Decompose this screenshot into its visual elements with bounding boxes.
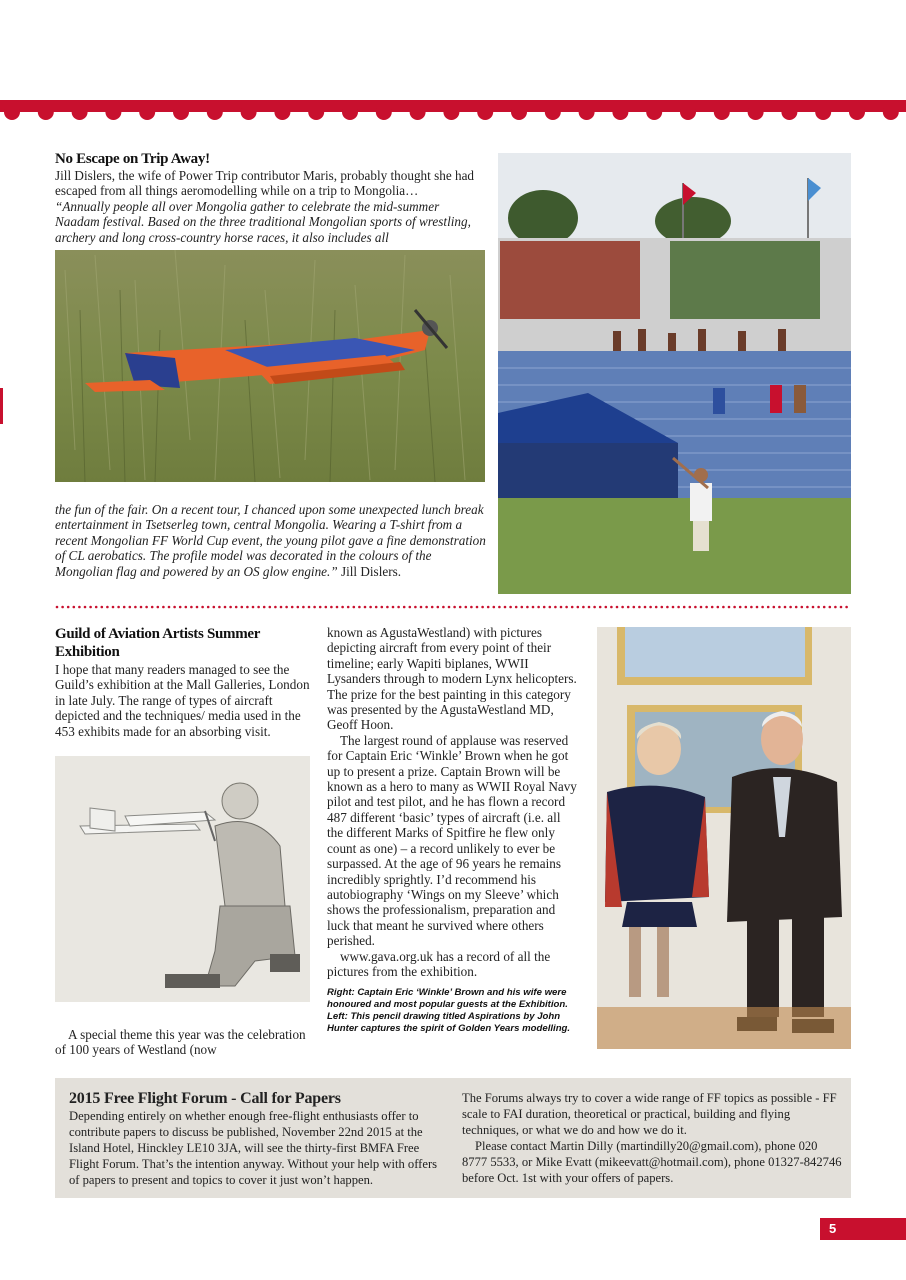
section-title-guild-exhibition: Guild of Aviation Artists Summer Exhibition — [55, 626, 260, 660]
section2-paragraph-2: A special theme this year was the celebration of 100 years of Westland (now — [55, 1027, 306, 1058]
section1-intro: Jill Dislers, the wife of Power Trip contributor Maris, probably thought she had escaped from all things aeromodelling while on a trip to Mongolia… — [55, 168, 475, 199]
left-edge-marker — [0, 388, 3, 424]
free-flight-forum-box — [55, 1078, 851, 1198]
section2-col2-paragraph-3: www.gava.org.uk has a record of all the pictures from the exhibition. — [327, 948, 551, 979]
header-scallop-border — [0, 108, 906, 122]
forum-right-paragraph-2: Please contact Martin Dilly (martindilly20@gmail.com), phone 020 8777 5533, or Mike Evatt (mikeevatt@hotmail.com), phone 01327-842746 before Oct. 1st with your offers of papers. — [462, 1139, 842, 1185]
section2-column-2 — [327, 625, 579, 979]
section2-col2-paragraph-1: known as AgustaWestland) with pictures depicting aircraft from every point of their timeline; early Wapiti biplanes, WWII Lysanders through to modern Lynx helicopters. The prize for the best painting in this category was presented by the AgustaWestland MD, Geoff Hoon. — [327, 625, 577, 733]
section2-paragraph-1: I hope that many readers managed to see the Guild’s exhibition at the Mall Galleries, London in late July. The range of types of aircraft depicted and the techniques/ media used in the 453 exhibits made for an absorbing visit. — [55, 662, 310, 739]
section-title-no-escape: No Escape on Trip Away! — [55, 151, 210, 167]
cl-model-plane-photo — [55, 250, 485, 482]
caption-left: Left: This pencil drawing titled Aspirations by John Hunter captures the spirit of Golden Years modelling. — [327, 1011, 571, 1034]
section1-continuation — [55, 502, 487, 579]
section1-credit: Jill Dislers. — [337, 563, 402, 579]
forum-right-paragraph-1: The Forums always try to cover a wide range of FF topics as possible - FF scale to FAI duration, theoretical or practical, building and flying techniques, or what we do and how we do it. — [462, 1091, 837, 1137]
forum-title: 2015 Free Flight Forum - Call for Papers — [69, 1090, 341, 1107]
captain-brown-and-wife-photo — [597, 627, 851, 1049]
forum-left-column: Depending entirely on whether enough free-flight enthusiasts offer to contribute papers to discuss be published, November 22nd 2015 at the Island Hotel, Hinckley LE10 3JA, will see the thirty-first BMFA Free Flight Forum. That’s the intention anyway. Without your help with offers of papers to present and topics to cover it just won’t happen. — [69, 1109, 438, 1187]
section1-continuation-italic: the fun of the fair. On a recent tour, I chanced upon some unexpected lunch break entertainment in Tsetserleg town, central Mongolia. Wearing a T-shirt from a recent Mongolian FF World Cup event, the young pilot gave a fine demonstration of CL aerobatics. The profile model was decorated in the colours of the Mongolian flag and powered by an OS glow engine.” — [55, 502, 486, 579]
photo-captions — [327, 987, 579, 1035]
naadam-stadium-photo — [498, 153, 851, 594]
aspirations-pencil-drawing — [55, 756, 310, 1002]
forum-right-column — [462, 1090, 844, 1186]
section-divider-dotted — [55, 604, 851, 610]
section1-quote: “Annually people all over Mongolia gather to celebrate the mid-summer Naadam festival. Based on the three traditional Mongolian sports of wrestling, archery and long cross-country horse races, it also includes all — [55, 199, 471, 245]
page-number: 5 — [820, 1218, 906, 1240]
section2-col2-paragraph-2: The largest round of applause was reserved for Captain Eric ‘Winkle’ Brown when he got up to present a prize. Captain Brown will be known as a hero to many as WWII Royal Navy pilot and test pilot, and he has flown a record 487 different ‘basic’ types of aircraft (i.e. all the different Marks of Spitfire he flew only count as one) – a record unlikely to ever be surpassed. At the age of 96 years he remains incredibly sprightly. I’d recommend his autobiography ‘Wings on my Sleeve’ which shows the professionalism, preparation and luck that meant he survived where others perished. — [327, 732, 577, 949]
caption-right: Right: Captain Eric ‘Winkle’ Brown and his wife were honoured and most popular guests at the Exhibition. — [327, 987, 568, 1010]
